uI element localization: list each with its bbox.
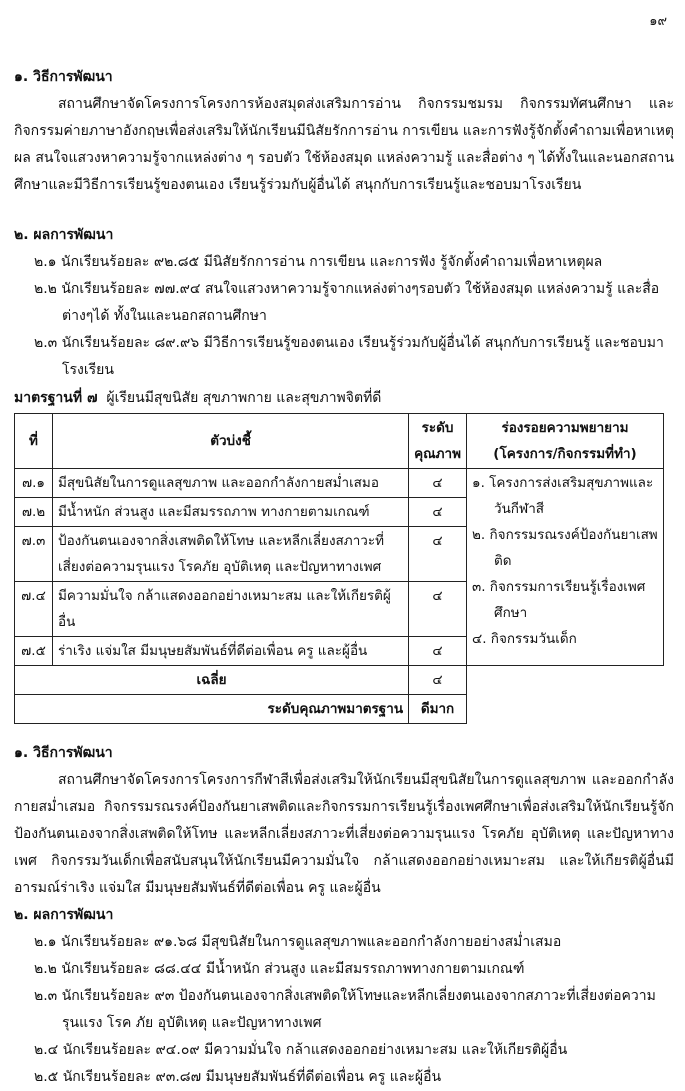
average-value: ๔ [409,666,467,695]
quality-row [15,695,664,724]
row-level: ๔ [409,527,467,582]
section2-result-heading: ๒. ผลการพัฒนา [14,907,114,923]
row-indicator: มีสุขนิสัยในการดูแลสุขภาพ และออกกำลังกายสม่ำเสมอ [53,469,409,498]
table-header-row [15,414,664,469]
row-indicator: มีความมั่นใจ กล้าแสดงออกอย่างเหมาะสม และให้เกียรติผู้อื่น [53,582,409,637]
row-no: ๗.๑ [15,469,53,498]
average-row [15,666,664,695]
section2 [14,740,674,1091]
effort-item: ๓. กิจกรรมการเรียนรู้เรื่องเพศศึกษา [472,579,646,621]
standard-title-text: ผู้เรียนมีสุขนิสัย สุขภาพกาย และสุขภาพจิตที่ดี [106,390,382,406]
row-indicator: มีน้ำหนัก ส่วนสูง และมีสมรรถภาพ ทางกายตามเกณฑ์ [53,498,409,527]
standard-table [14,413,664,724]
section2-result-item: ๒.๕ นักเรียนร้อยละ ๙๓.๘๗ มีมนุษยสัมพันธ์ที่ดีต่อเพื่อน ครู และผู้อื่น [34,1069,442,1085]
effort-item: ๒. กิจกรรมรณรงค์ป้องกันยาเสพติด [472,527,658,569]
section1-method-heading: ๑. วิธีการพัฒนา [14,69,113,85]
standard-label: มาตรฐานที่ ๗ [14,390,98,406]
row-no: ๗.๓ [15,527,53,582]
section2-result-item: ๒.๓ นักเรียนร้อยละ ๙๓ ป้องกันตนเองจากสิ่งเสพติดให้โทษและหลีกเลี่ยงตนเองจากสภาวะที่เสี่ยงต่อความรุนแรง โรค ภัย อุบัติเหตุ และปัญหาทางเพศ [34,988,656,1031]
section1-result-heading: ๒. ผลการพัฒนา [14,227,114,243]
row-level: ๔ [409,637,467,666]
table-row [15,469,664,498]
row-level: ๔ [409,582,467,637]
effort-item: ๑. โครงการส่งเสริมสุขภาพและวันกีฬาสี [472,475,654,517]
header-indicator: ตัวบ่งชี้ [53,414,409,469]
section1-result-item: ๒.๓ นักเรียนร้อยละ ๘๙.๙๖ มีวิธีการเรียนรู้ของตนเอง เรียนรู้ร่วมกับผู้อื่นได้ สนุกกับการเรียนรู้ และชอบมาโรงเรียน [34,335,664,378]
effort-list [467,469,664,666]
section2-method-heading: ๑. วิธีการพัฒนา [14,745,113,761]
row-no: ๗.๒ [15,498,53,527]
section1-results [14,222,674,384]
section1-method-text: สถานศึกษาจัดโครงการโครงการห้องสมุดส่งเสริมการอ่าน กิจกรรมชมรม กิจกรรมทัศนศึกษา และกิจกรรมค่ายภาษาอังกฤษเพื่อส่งเสริมให้นักเรียนมีนิสัยรักการอ่าน การเขียน และการฟังรู้จักตั้งคำถามเพื่อหาเหตุผล สนใจแสวงหาความรู้จากแหล่งต่าง ๆ รอบตัว ใช้ห้องสมุด แหล่งความรู้ และสื่อต่าง ๆ ได้ทั้งในและนอกสถานศึกษาและมีวิธีการเรียนรู้ของตนเอง เรียนรู้ร่วมกับผู้อื่นได้ สนุกกับการเรียนรู้และชอบมาโรงเรียน [14,96,674,193]
header-level: ระดับคุณภาพ [409,414,467,469]
section1-result-item: ๒.๑ นักเรียนร้อยละ ๙๒.๘๕ มีนิสัยรักการอ่าน การเขียน และการฟัง รู้จักตั้งคำถามเพื่อหาเหตุผล [34,254,603,270]
row-indicator: ร่าเริง แจ่มใส มีมนุษยสัมพันธ์ที่ดีต่อเพื่อน ครู และผู้อื่น [53,637,409,666]
row-level: ๔ [409,498,467,527]
section1 [14,64,674,199]
section2-result-item: ๒.๔ นักเรียนร้อยละ ๙๔.๐๙ มีความมั่นใจ กล้าแสดงออกอย่างเหมาะสม และให้เกียรติผู้อื่น [34,1042,568,1058]
average-label: เฉลี่ย [15,666,409,695]
row-level: ๔ [409,469,467,498]
section2-result-item: ๒.๒ นักเรียนร้อยละ ๘๘.๔๔ มีน้ำหนัก ส่วนสูง และมีสมรรถภาพทางกายตามเกณฑ์ [34,961,525,977]
quality-value: ดีมาก [409,695,467,724]
row-indicator: ป้องกันตนเองจากสิ่งเสพติดให้โทษ และหลีกเลี่ยงสภาวะที่เสี่ยงต่อความรุนแรง โรคภัย อุบัติเหตุ และปัญหาทางเพศ [53,527,409,582]
header-effort: ร่องรอยความพยายาม (โครงการ/กิจกรรมที่ทำ) [467,414,664,469]
header-no: ที่ [15,414,53,469]
standard-title [14,387,674,409]
row-no: ๗.๕ [15,637,53,666]
section1-result-item: ๒.๒ นักเรียนร้อยละ ๗๗.๙๔ สนใจแสวงหาความรู้จากแหล่งต่างๆรอบตัว ใช้ห้องสมุด แหล่งความรู้ และสื่อต่างๆได้ ทั้งในและนอกสถานศึกษา [34,281,660,324]
effort-item: ๔. กิจกรรมวันเด็ก [472,631,577,647]
row-no: ๗.๔ [15,582,53,637]
section2-method-text: สถานศึกษาจัดโครงการโครงการกีฬาสีเพื่อส่งเสริมให้นักเรียนมีสุขนิสัยในการดูแลสุขภาพ และออกกำลังกายสม่ำเสมอ กิจกรรมรณรงค์ป้องกันยาเสพติดและกิจกรรมการเรียนรู้เรื่องเพศศึกษาเพื่อส่งเสริมให้นักเรียนรู้จักป้องกันตนเองจากสิ่งเสพติดให้โทษ และหลีกเลี่ยงสภาวะที่เสี่ยงต่อความรุนแรง โรคภัย อุบัติเหตุ และปัญหาทางเพศ กิจกรรมวันเด็กเพื่อสนับสนุนให้นักเรียนมีความมั่นใจ กล้าแสดงออกอย่างเหมาะสม และให้เกียรติผู้อื่นมีอารมณ์ร่าเริง แจ่มใส มีมนุษยสัมพันธ์ที่ดีต่อเพื่อน ครู และผู้อื่น [14,772,674,896]
page-number: ๑๙ [649,14,667,29]
quality-label: ระดับคุณภาพมาตรฐาน [15,695,409,724]
section2-result-item: ๒.๑ นักเรียนร้อยละ ๙๑.๖๘ มีสุขนิสัยในการดูแลสุขภาพและออกกำลังกายอย่างสม่ำเสมอ [34,934,562,950]
